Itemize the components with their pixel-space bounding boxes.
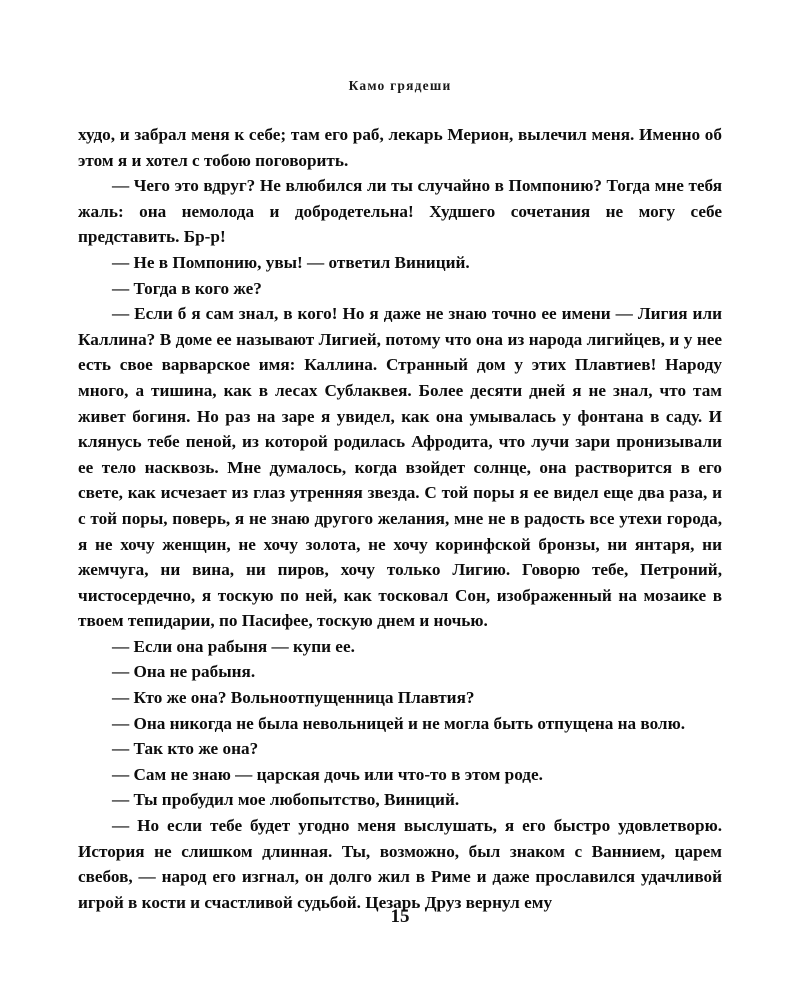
paragraph: — Чего это вдруг? Не влюбился ли ты случайно в Помпонию? Тогда мне тебя жаль: она немолода и добродетельна! Худшего сочетания не могу себе представить. Бр-р!	[78, 176, 722, 247]
paragraph: — Кто же она? Вольноотпущенница Плавтия?	[112, 688, 475, 708]
page-number: 15	[390, 906, 410, 927]
running-head: Камо грядеши	[348, 78, 452, 93]
body-text	[78, 122, 722, 915]
paragraph: — Если б я сам знал, в кого! Но я даже не знаю точно ее имени — Лигия или Каллина? В доме ее называют Лигией, потому что она из народа лигийцев, и у нее есть свое варварское имя: Каллина. Странный дом у этих Плавтиев! Народу много, а тишина, как в лесах Сублаквея. Более десяти дней я не знал, что там живет богиня. Но раз на заре я увидел, как она умывалась у фонтана в саду. И клянусь тебе пеной, из которой родилась Афродита, что лучи зари пронизывали ее тело насквозь. Мне думалось, когда взойдет солнце, она растворится в его свете, как исчезает из глаз утренняя звезда. С той поры я ее видел еще два раза, и с той поры, поверь, я не знаю другого желания, мне не в радость все утехи города, я не хочу женщин, не хочу золота, не хочу коринфской бронзы, ни янтаря, ни жемчуга, ни вина, ни пиров, хочу только Лигию. Говорю тебе, Петроний, чистосердечно, я тоскую по ней, как тосковал Сон, изображенный на мозаике в твоем тепидарии, по Пасифее, тоскую днем и ночью.	[78, 304, 722, 631]
paragraph: — Так кто же она?	[112, 739, 259, 759]
paragraph: — Она не рабыня.	[112, 662, 256, 682]
paragraph: — Сам не знаю — царская дочь или что-то в этом роде.	[112, 764, 543, 784]
paragraph: — Но если тебе будет угодно меня выслушать, я его быстро удовлетворю. История не слишком длинная. Ты, возможно, был знаком с Ваннием, царем свебов, — народ его изгнал, он долго жил в Риме и даже прославился удачливой игрой в кости и счастливой судьбой. Цезарь Друз вернул ему	[78, 816, 722, 912]
paragraph: худо, и забрал меня к себе; там его раб, лекарь Мерион, вылечил меня. Именно об этом я и хотел с тобою поговорить.	[78, 125, 722, 170]
paragraph: — Тогда в кого же?	[112, 278, 262, 298]
paragraph: — Она никогда не была невольницей и не могла быть отпущена на волю.	[112, 713, 686, 733]
paragraph: — Если она рабыня — купи ее.	[112, 636, 355, 656]
paragraph: — Не в Помпонию, увы! — ответил Виниций.	[112, 252, 470, 272]
paragraph: — Ты пробудил мое любопытство, Виниций.	[112, 790, 460, 810]
